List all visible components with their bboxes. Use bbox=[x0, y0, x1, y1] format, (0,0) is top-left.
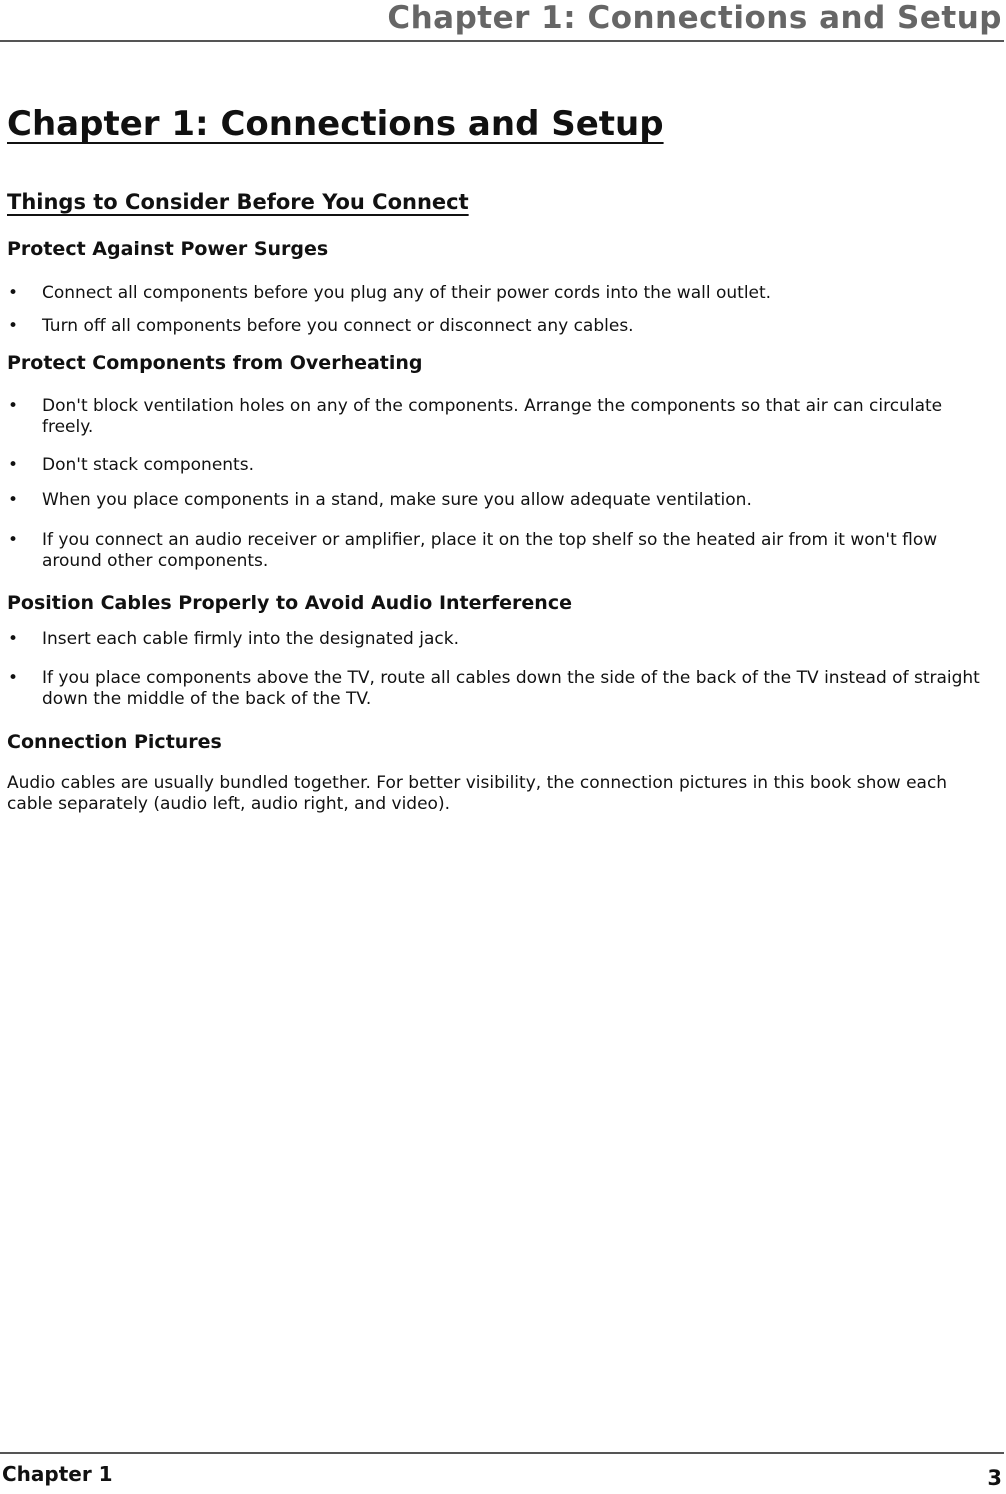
list-item-text: Connect all components before you plug any of their power cords into the wall outlet. bbox=[42, 283, 772, 303]
bullet-dot: • bbox=[8, 490, 19, 510]
bullet-dot: • bbox=[8, 316, 19, 336]
connection-pictures-paragraph: Audio cables are usually bundled together. For better visibility, the connection pictures in this book show each cable separately (audio left, audio right, and video). bbox=[7, 773, 948, 814]
running-header: Chapter 1: Connections and Setup bbox=[387, 0, 1002, 36]
list-item-text: Turn off all components before you connect or disconnect any cables. bbox=[42, 316, 634, 336]
list-item bbox=[8, 530, 983, 572]
bullet-dot: • bbox=[8, 455, 19, 475]
list-item bbox=[8, 490, 983, 511]
bullet-dot: • bbox=[8, 396, 19, 416]
bullet-dot: • bbox=[8, 629, 19, 649]
footer-chapter-label: Chapter 1 bbox=[2, 1462, 113, 1486]
footer-rule bbox=[0, 1452, 1004, 1454]
subhead-connection-pictures: Connection Pictures bbox=[7, 731, 222, 753]
list-item bbox=[8, 629, 983, 650]
header-rule bbox=[0, 40, 1004, 42]
bullet-dot: • bbox=[8, 530, 19, 550]
section-title: Things to Consider Before You Connect bbox=[7, 190, 469, 214]
list-item bbox=[8, 455, 983, 476]
list-item-text: If you connect an audio receiver or amplifier, place it on the top shelf so the heated air from it won't flow around other components. bbox=[42, 530, 938, 571]
list-item bbox=[8, 316, 983, 337]
list-item bbox=[8, 396, 983, 438]
subhead-overheating: Protect Components from Overheating bbox=[7, 352, 423, 374]
chapter-title: Chapter 1: Connections and Setup bbox=[7, 104, 664, 144]
list-item-text: Don't stack components. bbox=[42, 455, 254, 475]
subhead-audio-interference: Position Cables Properly to Avoid Audio Interference bbox=[7, 592, 572, 614]
list-item-text: When you place components in a stand, make sure you allow adequate ventilation. bbox=[42, 490, 752, 510]
bullet-dot: • bbox=[8, 283, 19, 303]
list-item-text: If you place components above the TV, route all cables down the side of the back of the TV instead of straight down the middle of the back of the TV. bbox=[42, 668, 980, 709]
list-item bbox=[8, 668, 983, 710]
list-item bbox=[8, 283, 983, 304]
subhead-power-surges: Protect Against Power Surges bbox=[7, 238, 329, 260]
list-item-text: Insert each cable firmly into the designated jack. bbox=[42, 629, 459, 649]
page-number: 3 bbox=[987, 1466, 1002, 1490]
list-item-text: Don't block ventilation holes on any of the components. Arrange the components so that air can circulate freely. bbox=[42, 396, 943, 437]
bullet-dot: • bbox=[8, 668, 19, 688]
